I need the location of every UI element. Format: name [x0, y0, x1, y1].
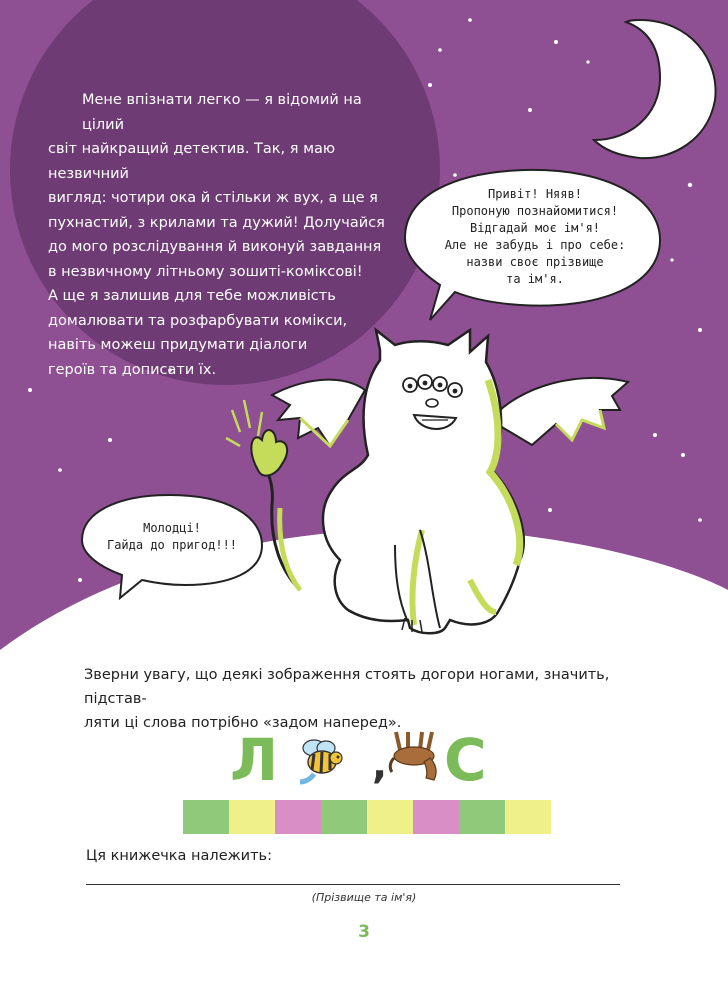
- intro-line: вигляд: чотири ока й стільки ж вух, а ще я: [48, 190, 378, 206]
- intro-line: Мене впізнати легко — я відомий на цілий: [82, 92, 362, 133]
- rebus-letter-left: Л: [230, 726, 279, 794]
- star-icon: [698, 328, 702, 332]
- intro-line: А ще я залишив для тебе можливість: [48, 288, 336, 304]
- intro-line: пухнастий, з крилами та дужий! Долучайся: [48, 214, 385, 231]
- bubble-left-text: [92, 520, 252, 554]
- bubble-line: Пропоную познайомитися!: [451, 204, 619, 218]
- intro-line: до мого розслідування й виконуй завдання: [48, 239, 382, 255]
- intro-line: героїв та дописати їх.: [48, 361, 217, 378]
- intro-line: домалювати та розфарбувати комікси,: [48, 312, 348, 329]
- bubble-line: Але не забудь і про себе:: [444, 238, 626, 252]
- owner-name-line[interactable]: [86, 884, 620, 885]
- intro-line: світ найкращий детектив. Так, я маю незвичний: [48, 141, 336, 182]
- rebus-comma: ,: [372, 742, 388, 788]
- answer-box[interactable]: [505, 800, 551, 834]
- answer-box[interactable]: [367, 800, 413, 834]
- answer-box[interactable]: [229, 800, 275, 834]
- star-icon: [468, 18, 472, 22]
- star-icon: [428, 83, 432, 87]
- answer-box[interactable]: [275, 800, 321, 834]
- bubble-line: Відгадай моє ім'я!: [469, 221, 601, 235]
- star-icon: [698, 518, 702, 522]
- notice-line: ляти ці слова потрібно «задом наперед».: [84, 715, 402, 731]
- star-icon: [108, 438, 112, 442]
- bubble-right-text: [440, 186, 630, 288]
- star-icon: [586, 60, 589, 63]
- star-icon: [681, 453, 685, 457]
- upside-down-horse-icon: [386, 728, 446, 784]
- bubble-line: Гайда до пригод!!!: [106, 538, 238, 552]
- intro-paragraph: [48, 88, 408, 382]
- star-icon: [528, 108, 532, 112]
- bubble-line: та ім'я.: [506, 272, 564, 286]
- owner-label: Ця книжечка належить:: [86, 848, 272, 864]
- star-icon: [653, 433, 657, 437]
- star-icon: [453, 173, 457, 177]
- star-icon: [218, 598, 222, 602]
- star-icon: [548, 508, 552, 512]
- star-icon: [78, 578, 82, 582]
- bubble-line: Молодці!: [143, 521, 201, 535]
- answer-box[interactable]: [413, 800, 459, 834]
- answer-box[interactable]: [183, 800, 229, 834]
- page-number: 3: [358, 922, 370, 942]
- star-icon: [28, 388, 32, 392]
- bee-icon: [292, 732, 348, 788]
- rebus-letter-right: С: [444, 726, 487, 794]
- answer-box[interactable]: [459, 800, 505, 834]
- intro-line: навіть можеш придумати діалоги: [48, 337, 308, 353]
- notice-line: Зверни увагу, що деякі зображення стоять догори ногами, значить, підстав-: [84, 667, 610, 707]
- star-icon: [58, 468, 62, 472]
- intro-line: в незвичному літньому зошиті-коміксові!: [48, 263, 363, 280]
- star-icon: [688, 183, 692, 187]
- bubble-line: Привіт! Няяв!: [488, 187, 582, 201]
- bubble-line: назви своє прізвище: [466, 255, 604, 269]
- answer-box[interactable]: [321, 800, 367, 834]
- answer-boxes: [183, 800, 551, 834]
- star-icon: [670, 258, 673, 261]
- star-icon: [554, 40, 558, 44]
- star-icon: [438, 48, 442, 52]
- owner-caption: (Прізвище та ім'я): [311, 891, 417, 904]
